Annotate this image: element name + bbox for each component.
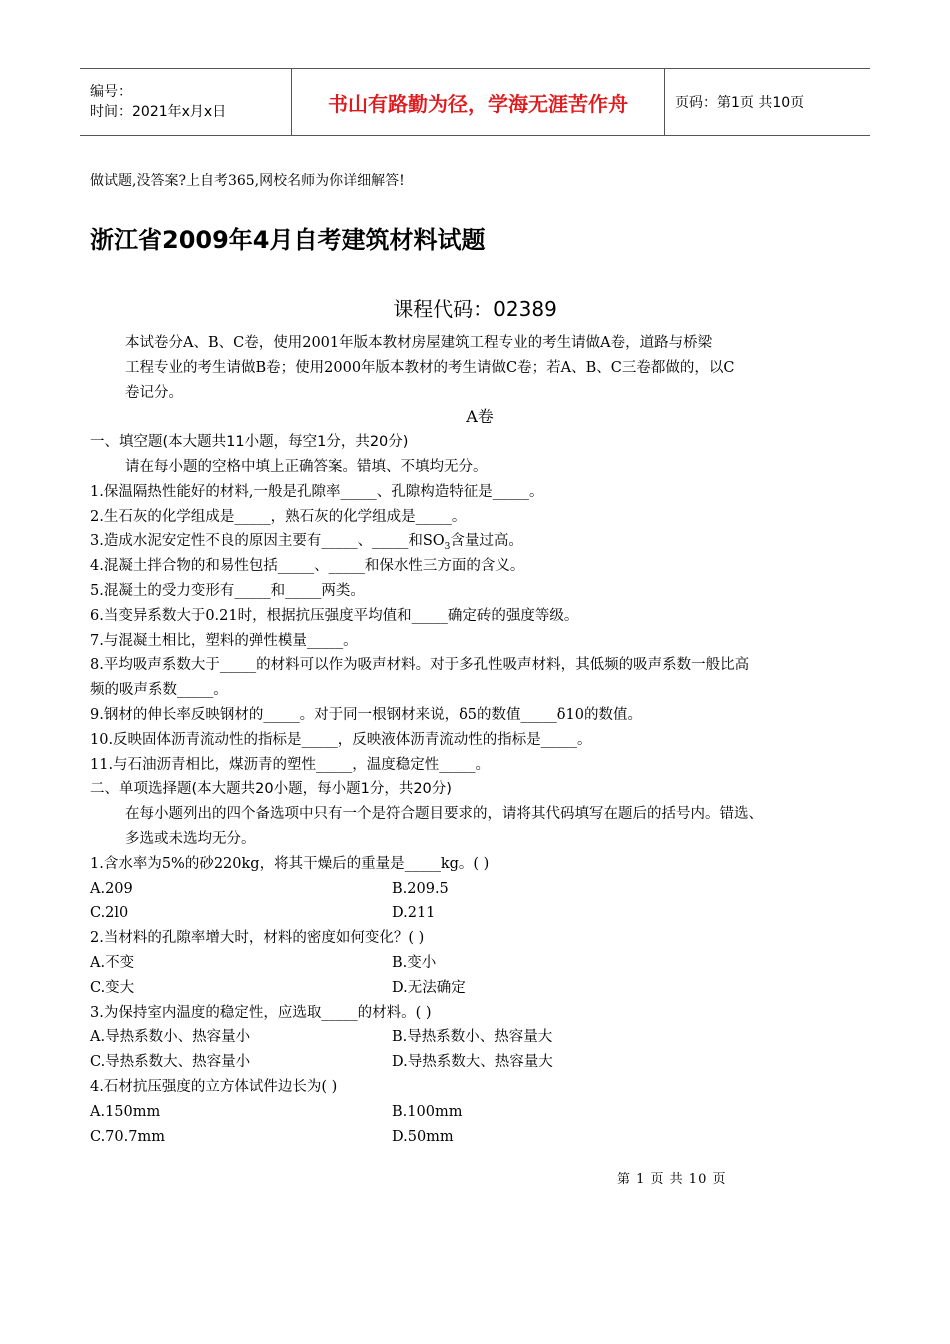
options-row [90,976,870,1001]
option: C.2l0 [90,905,129,922]
section-instruction: 在每小题列出的四个备选项中只有一个是符合题目要求的，请将其代码填写在题后的括号内。错选、 [125,806,763,823]
question: 10.反映固体沥青流动性的指标是_____，反映液体沥青流动性的指标是_____。 [90,731,592,748]
option: D.50mm [392,1128,454,1145]
question: 2.当材料的孔隙率增大时，材料的密度如何变化？( ) [90,930,425,947]
note-line: 工程专业的考生请做B卷；使用2000年版本教材的考生请做C卷；若A、B、C三卷都做的，以C [125,359,735,376]
options-row [90,877,870,902]
note-line: 本试卷分A、B、C卷，使用2001年版本教材房屋建筑工程专业的考生请做A卷，道路与桥梁 [125,335,713,351]
time-label: 时间：2021年x月x日 [90,104,227,120]
header-table [80,68,870,136]
options-row [90,1050,870,1075]
note-line: 卷记分。 [125,384,183,401]
option: C.70.7mm [90,1128,165,1145]
option: C.导热系数大、热容量小 [90,1054,251,1071]
question: 4.混凝土拌合物的和易性包括_____、_____和保水性三方面的含义。 [90,558,525,575]
motto: 书山有路勤为径，学海无涯苦作舟 [292,69,665,136]
page-label: 页码：第1页 共10页 [665,69,871,136]
question: 7.与混凝土相比，塑料的弹性模量_____。 [90,632,358,649]
question: 4.石材抗压强度的立方体试件边长为( ) [90,1078,338,1095]
section-instruction: 多选或未选均无分。 [125,830,256,847]
page-title: 浙江省2009年4月自考建筑材料试题 [90,226,486,254]
option: D.导热系数大、热容量大 [392,1054,553,1071]
question: 8.平均吸声系数大于_____的材料可以作为吸声材料。对于多孔性吸声材料，其低频的吸声系数一般比高 [90,657,750,674]
options-row [90,1100,870,1125]
question-continuation: 频的吸声系数_____。 [90,682,228,699]
option: B.100mm [392,1103,463,1120]
option: B.变小 [392,954,437,971]
question: 3.造成水泥安定性不良的原因主要有_____、_____和$SO_3$含量过高。 [90,533,523,553]
option: B.209.5 [392,880,449,897]
section-title: 二、单项选择题(本大题共20小题，每小题1分，共20分) [90,781,452,798]
question: 6.当变异系数大于0.21时，根据抗压强度平均值和_____确定砖的强度等级。 [90,607,579,624]
section-title: 一、填空题(本大题共11小题，每空1分，共20分) [90,434,409,451]
section-instruction: 请在每小题的空格中填上正确答案。错填、不填均无分。 [125,458,488,475]
volume-title: A卷 [466,407,494,427]
question: 1.含水率为5%的砂220kg，将其干燥后的重量是_____kg。( ) [90,855,490,872]
option: D.211 [392,905,436,922]
question: 11.与石油沥青相比，煤沥青的塑性_____，温度稳定性_____。 [90,756,491,773]
question: 9.钢材的伸长率反映钢材的_____。对于同一根钢材来说，δ5的数值_____δ10的数值。 [90,706,642,723]
question: 3.为保持室内温度的稳定性，应选取_____的材料。( ) [90,1004,432,1021]
number-label: 编号： [90,84,132,100]
intro-text: 做试题,没答案?上自考365,网校名师为你详细解答! [90,173,405,189]
document-body [90,331,870,1149]
options-row [90,1125,870,1150]
option: A.不变 [90,954,135,971]
question: 5.混凝土的受力变形有_____和_____两类。 [90,582,365,599]
option: A.209 [90,880,133,897]
page-footer: 第 1 页 共 10 页 [617,1172,727,1187]
option: A.150mm [90,1103,161,1120]
option: A.导热系数小、热容量小 [90,1029,251,1046]
option: C.变大 [90,979,135,996]
options-row [90,951,870,976]
option: B.导热系数小、热容量大 [392,1029,553,1046]
options-row [90,901,870,926]
header-info-cell [80,69,292,136]
course-code: 课程代码：02389 [393,297,557,321]
option: D.无法确定 [392,979,466,996]
question: 2.生石灰的化学组成是_____，熟石灰的化学组成是_____。 [90,508,467,525]
options-row [90,1025,870,1050]
question: 1.保温隔热性能好的材料,一般是孔隙率_____、孔隙构造特征是_____。 [90,483,544,500]
